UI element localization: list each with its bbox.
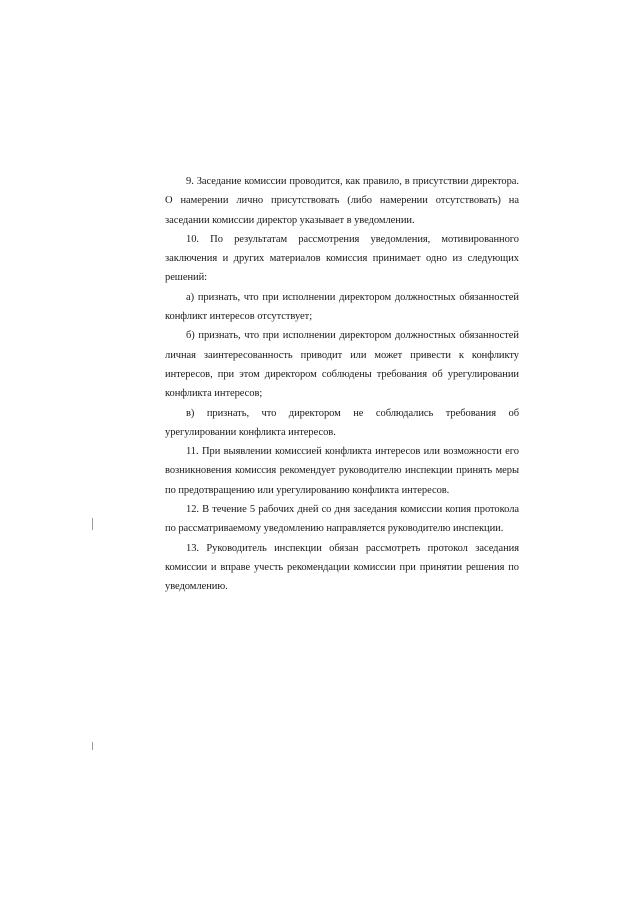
paragraph-13-head-review: 13. Руководитель инспекции обязан рассмотреть протокол заседания комиссии и вправе учесть рекомендации комиссии при принятии решения по уведомлению. — [165, 542, 519, 593]
paragraph-11-conflict-detected: 11. При выявлении комиссией конфликта интересов или возможности его возникновения комиссия рекомендует руководителю инспекции принять меры по предотвращению или урегулированию конфликта интересов. — [165, 446, 519, 496]
decision-option-a: а) признать, что при исполнении директором должностных обязанностей конфликт интересов отсутствует; — [165, 291, 519, 323]
paragraph-12-protocol-copy: 12. В течение 5 рабочих дней со дня заседания комиссии копия протокола по рассматриваемому уведомлению направляется руководителю инспекции. — [165, 504, 519, 535]
document-body — [165, 172, 519, 597]
paragraph-10-commission-decisions: 10. По результатам рассмотрения уведомления, мотивированного заключения и других материалов комиссия принимает одно из следующих решений: — [165, 233, 519, 284]
scan-margin-mark — [92, 518, 93, 530]
decision-option-c: в) признать, что директором не соблюдались требования об урегулировании конфликта интересов. — [165, 407, 519, 438]
decision-option-b: б) признать, что при исполнении директором должностных обязанностей личная заинтересованность приводит или может привести к конфликту интересов, при этом директором соблюдены требования об урегулировании конфликта интересов; — [165, 330, 519, 400]
paragraph-9-meeting-attendance: 9. Заседание комиссии проводится, как правило, в присутствии директора. О намерении лично присутствовать (либо намерении отсутствовать) на заседании комиссии директор указывает в уведомлении. — [165, 176, 519, 226]
scan-margin-mark — [92, 742, 93, 750]
